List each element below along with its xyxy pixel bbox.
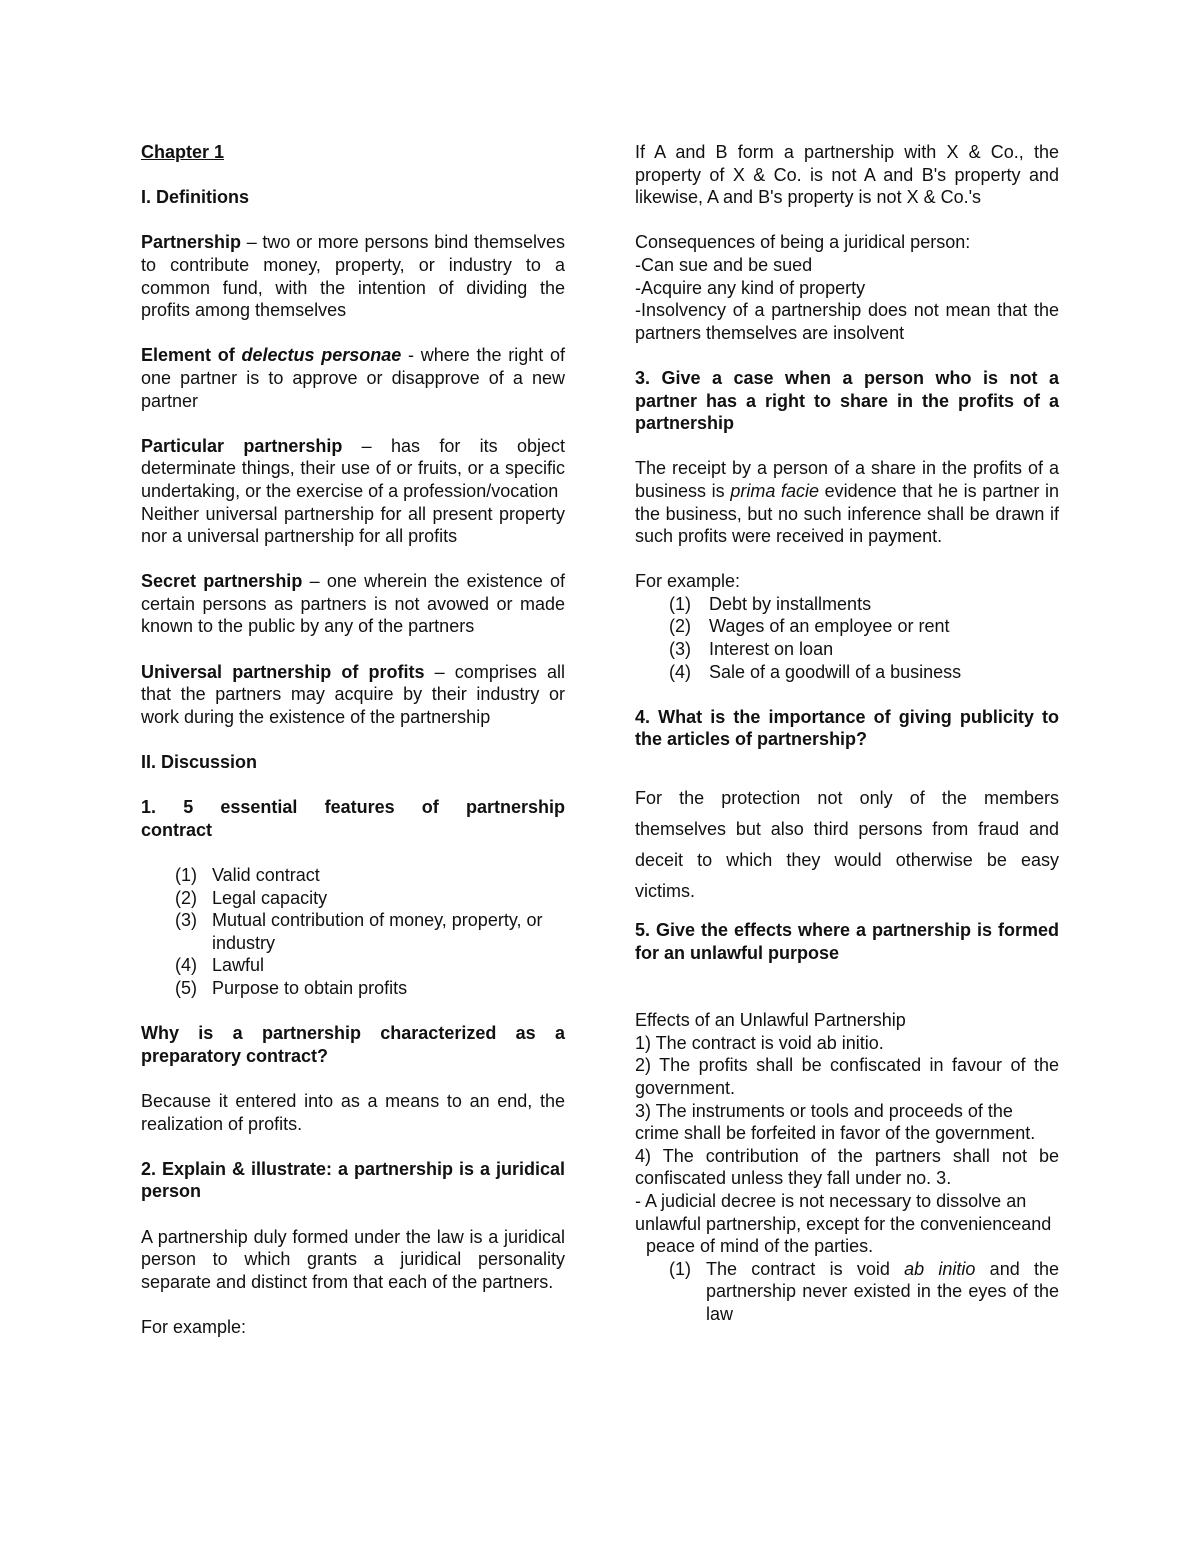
chapter-title: Chapter 1 xyxy=(141,142,225,162)
universal-definition xyxy=(141,661,565,729)
question-3: 3. Give a case when a person who is not a partner has a right to share in the profits of a partnership xyxy=(635,367,1059,434)
list-item: (1) Debt by installments xyxy=(669,593,872,614)
question-5: 5. Give the effects where a partnership is formed for an unlawful purpose xyxy=(635,920,1059,963)
consequence-item: -Insolvency of a partnership does not mean that the partners themselves are insolvent xyxy=(635,300,1059,343)
consequence-item: -Acquire any kind of property xyxy=(635,277,866,298)
term-universal: Universal partnership of profits xyxy=(141,661,425,682)
for-example-left: For example: xyxy=(141,1316,247,1337)
final-list xyxy=(669,1258,1059,1326)
right-column xyxy=(635,141,1059,1326)
question-2-answer: A partnership duly formed under the law is a juridical person to which grants a juridical personality separate and distinct from that each of the partners. xyxy=(141,1226,565,1292)
features-list xyxy=(175,864,565,1000)
def-partnership: – two or more persons bind themselves to contribute money, property, or industry to a common fund, with the intention of dividing the profits among themselves xyxy=(141,232,565,321)
list-item: (3) Mutual contribution of money, property, or industry xyxy=(175,910,543,953)
left-column xyxy=(141,141,565,1338)
def-delectus: - where the right of one partner is to approve or disapprove of a new partner xyxy=(141,345,566,411)
list-item: (1) The contract is void ab initio and the partnership never existed in the eyes of the law xyxy=(669,1258,1059,1324)
neither-text: Neither universal partnership for all present property nor a universal partnership for all profits xyxy=(141,503,565,547)
term-delectus-a: Element of xyxy=(141,345,242,366)
def-universal: – comprises all that the partners may acquire by their industry or work during the existence of the partnership xyxy=(141,661,565,727)
list-item: (4) Sale of a goodwill of a business xyxy=(669,661,962,682)
delectus-definition xyxy=(141,344,565,412)
partnership-definition xyxy=(141,231,565,321)
term-secret: Secret partnership xyxy=(141,571,303,592)
list-item: (5) Purpose to obtain profits xyxy=(175,977,408,998)
list-item: (4) Lawful xyxy=(175,955,265,976)
question-4: 4. What is the importance of giving publicity to the articles of partnership? xyxy=(635,706,1059,750)
question-3-answer: The receipt by a person of a share in the profits of a business is prima facie evidence that he is partner in the business, but no such inference shall be drawn if such profits were received in payment. xyxy=(635,458,1059,547)
why-answer: Because it entered into as a means to an end, the realization of profits. xyxy=(141,1090,565,1134)
term-delectus-b: delectus personae xyxy=(241,345,402,366)
effects-heading: Effects of an Unlawful Partnership xyxy=(635,1010,906,1031)
def-secret: – one wherein the existence of certain persons as partners is not avowed or made known to the public by any of the partners xyxy=(141,571,565,637)
for-example-right: For example: xyxy=(635,571,741,592)
list-item: (2) Wages of an employee or rent xyxy=(669,616,950,637)
list-item: (1) Valid contract xyxy=(175,865,320,885)
effect-item: 3) The instruments or tools and proceeds of the crime shall be forfeited in favor of the government. xyxy=(635,1100,1036,1144)
discussion-heading: II. Discussion xyxy=(141,752,258,773)
examples-list xyxy=(669,593,1059,683)
question-2: 2. Explain & illustrate: a partnership is a juridical person xyxy=(141,1158,565,1202)
def-particular: – has for its object determinate things, their use of or fruits, or a specific undertaking, or the exercise of a profession/vocation xyxy=(141,435,565,501)
effect-item: 4) The contribution of the partners shall not be confiscated unless they fall under no. 3. xyxy=(635,1145,1059,1189)
question-1: 1. 5 essential features of partnership contract xyxy=(141,797,565,840)
list-item: (2) Legal capacity xyxy=(175,887,328,908)
term-particular: Particular partnership xyxy=(141,435,343,456)
definitions-heading: I. Definitions xyxy=(141,187,249,208)
consequences-heading: Consequences of being a juridical person: xyxy=(635,232,971,253)
example-text: If A and B form a partnership with X & Co., the property of X & Co. is not A and B's property and likewise, A and B's property is not X & Co.'s xyxy=(635,142,1059,208)
question-4-answer: For the protection not only of the members themselves but also third persons from fraud and deceit to which they would otherwise be easy victims. xyxy=(635,788,1059,902)
consequence-item: -Can sue and be sued xyxy=(635,254,813,275)
effect-item: peace of mind of the parties. xyxy=(646,1236,874,1257)
effect-item: 1) The contract is void ab initio. xyxy=(635,1032,884,1053)
effect-item: 2) The profits shall be confiscated in favour of the government. xyxy=(635,1055,1059,1098)
secret-definition xyxy=(141,570,565,638)
why-question: Why is a partnership characterized as a preparatory contract? xyxy=(141,1023,565,1066)
list-item: (3) Interest on loan xyxy=(669,639,834,660)
effect-item: - A judicial decree is not necessary to dissolve an unlawful partnership, except for the convenienceand xyxy=(635,1190,1052,1234)
term-partnership: Partnership xyxy=(141,232,242,253)
particular-definition xyxy=(141,435,565,503)
